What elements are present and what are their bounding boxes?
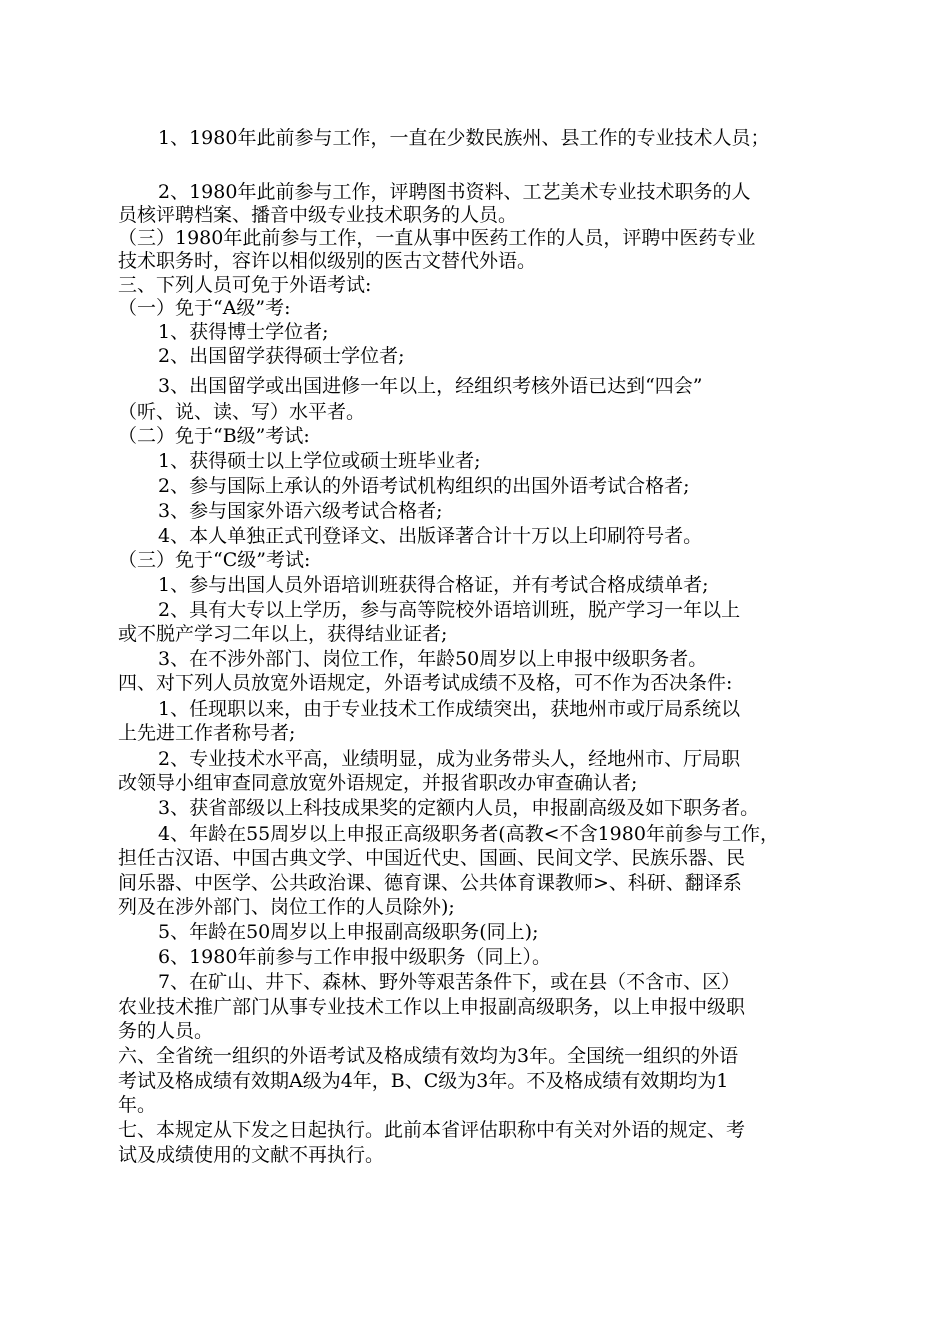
text-line: 上先进工作者称号者; [118, 722, 296, 744]
text-line: 2、1980年此前参与工作，评聘图书资料、工艺美术专业技术职务的人 [158, 181, 751, 203]
text-line: （三）免于“C级”考试: [118, 549, 311, 571]
text-line: 列及在涉外部门、岗位工作的人员除外); [118, 896, 455, 918]
text-line: 技术职务时，容许以相似级别的医古文替代外语。 [118, 250, 537, 272]
text-line: 2、出国留学获得硕士学位者; [158, 345, 405, 367]
text-line: 2、专业技术水平高，业绩明显，成为业务带头人，经地州市、厅局职 [158, 748, 741, 770]
text-line: 考试及格成绩有效期A级为4年，B、C级为3年。不及格成绩有效期均为1 [118, 1070, 729, 1092]
text-line: 2、具有大专以上学历，参与高等院校外语培训班，脱产学习一年以上 [158, 599, 741, 621]
text-line: 农业技术推广部门从事专业技术工作以上申报副高级职务，以上申报中级职 [118, 996, 746, 1018]
text-line: 3、获省部级以上科技成果奖的定额内人员，申报副高级及如下职务者。 [158, 797, 760, 819]
text-line: 4、年龄在55周岁以上申报正高级职务者(高教<不含1980年前参与工作， [158, 823, 779, 845]
text-line: 或不脱产学习二年以上，获得结业证者; [118, 623, 448, 645]
text-line: 1、获得博士学位者; [158, 321, 329, 343]
text-line: 六、全省统一组织的外语考试及格成绩有效均为3年。全国统一组织的外语 [118, 1045, 739, 1067]
text-line: 四、对下列人员放宽外语规定，外语考试成绩不及格，可不作为否决条件: [118, 672, 733, 694]
text-line: 4、本人单独正式刊登译文、出版译著合计十万以上印刷符号者。 [158, 525, 703, 547]
text-line: 7、在矿山、井下、森林、野外等艰苦条件下，或在县（不含市、区） [158, 971, 741, 993]
text-line: 员核评聘档案、播音中级专业技术职务的人员。 [118, 204, 518, 226]
text-line: 1、任现职以来，由于专业技术工作成绩突出，获地州市或厅局系统以 [158, 698, 741, 720]
text-line: （二）免于“B级”考试: [118, 425, 310, 447]
text-line: （三）1980年此前参与工作，一直从事中医药工作的人员，评聘中医药专业 [118, 227, 756, 249]
text-line: 3、参与国家外语六级考试合格者; [158, 500, 443, 522]
text-line: 1、参与出国人员外语培训班获得合格证，并有考试合格成绩单者; [158, 574, 709, 596]
text-line: 5、年龄在50周岁以上申报副高级职务(同上); [158, 921, 539, 943]
text-line: 担任古汉语、中国古典文学、中国近代史、国画、民间文学、民族乐器、民 [118, 847, 746, 869]
text-line: 改领导小组审查同意放宽外语规定，并报省职改办审查确认者; [118, 772, 638, 794]
text-line: （听、说、读、写）水平者。 [118, 401, 366, 423]
text-line: 2、参与国际上承认的外语考试机构组织的出国外语考试合格者; [158, 475, 690, 497]
text-line: 七、本规定从下发之日起执行。此前本省评估职称中有关对外语的规定、考 [118, 1119, 746, 1141]
text-line: 6、1980年前参与工作申报中级职务（同上）。 [158, 946, 551, 968]
text-line: 3、在不涉外部门、岗位工作，年龄50周岁以上申报中级职务者。 [158, 648, 708, 670]
text-line: 间乐器、中医学、公共政治课、德育课、公共体育课教师>、科研、翻译系 [118, 872, 742, 894]
text-line: （一）免于“A级”考: [118, 297, 291, 319]
text-line: 试及成绩使用的文献不再执行。 [118, 1144, 385, 1166]
text-line: 务的人员。 [118, 1020, 214, 1042]
text-line: 年。 [118, 1094, 157, 1116]
text-line: 三、下列人员可免于外语考试: [118, 274, 372, 296]
text-line: 3、出国留学或出国进修一年以上，经组织考核外语已达到“四会” [158, 375, 703, 397]
text-line: 1、获得硕士以上学位或硕士班毕业者; [158, 450, 481, 472]
text-line: 1、1980年此前参与工作，一直在少数民族州、县工作的专业技术人员； [158, 127, 770, 149]
